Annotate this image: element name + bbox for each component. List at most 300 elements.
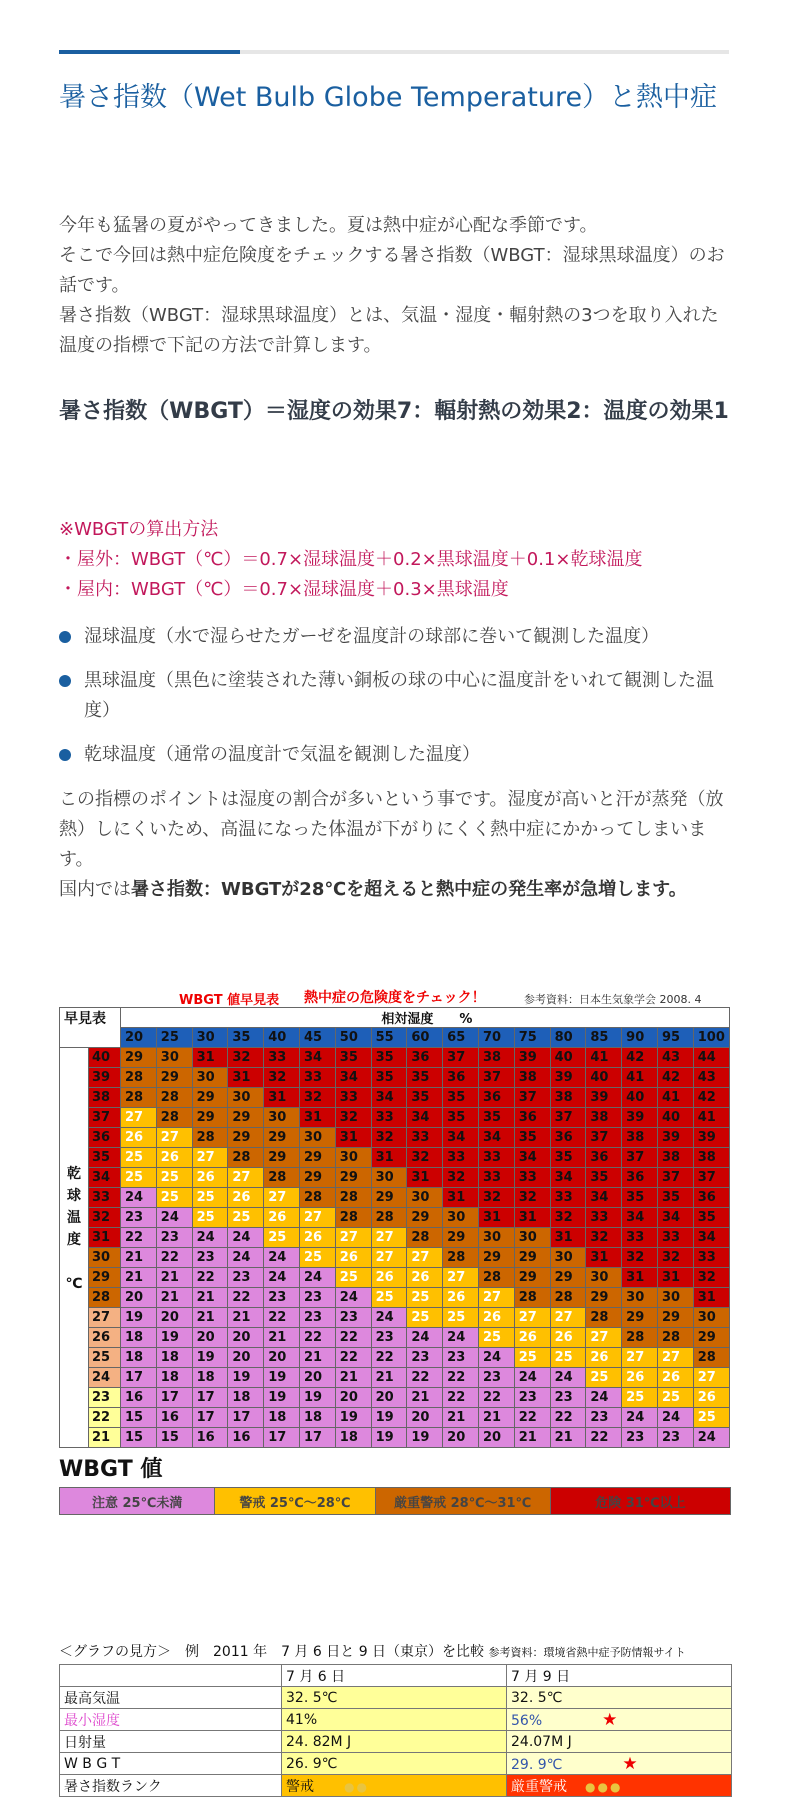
intro-line-1: 今年も猛暑の夏がやってきました。夏は熱中症が心配な季節です。 (59, 215, 598, 236)
wbgt-value-cell: 25 (622, 1388, 658, 1408)
wbgt-value-cell: 28 (335, 1188, 371, 1208)
wbgt-value-cell: 31 (264, 1088, 300, 1108)
wbgt-value-cell: 19 (371, 1408, 407, 1428)
wbgt-value-cell: 35 (657, 1188, 693, 1208)
wbgt-value-cell: 25 (478, 1328, 514, 1348)
wbgt-value-cell: 30 (550, 1248, 586, 1268)
wbgt-value-cell: 24 (407, 1328, 443, 1348)
wbgt-value-cell: 35 (478, 1108, 514, 1128)
wbgt-value-cell: 29 (371, 1188, 407, 1208)
wbgt-value-cell: 31 (192, 1048, 228, 1068)
wbgt-value-cell: 26 (156, 1148, 192, 1168)
wbgt-value-cell: 33 (264, 1048, 300, 1068)
dry-bulb-temp: 40 (89, 1048, 121, 1068)
table-row (60, 1388, 730, 1408)
chart-header (59, 985, 729, 1007)
comparison-value-july9: 厳重警戒 ●●● (507, 1775, 732, 1797)
wbgt-value-cell: 25 (121, 1168, 157, 1188)
wbgt-value-cell: 16 (192, 1428, 228, 1448)
table-row (60, 1148, 730, 1168)
wbgt-value-cell: 24 (264, 1248, 300, 1268)
wbgt-value-cell: 27 (622, 1348, 658, 1368)
humidity-column-header: 35 (228, 1028, 264, 1048)
wbgt-value-cell: 22 (407, 1368, 443, 1388)
wbgt-value-cell: 30 (693, 1308, 729, 1328)
comparison-source: 参考資料：環境省熱中症予防情報サイト (488, 1646, 686, 1659)
wbgt-value-cell: 23 (156, 1228, 192, 1248)
table-row (60, 1048, 730, 1068)
wbgt-value-cell: 39 (622, 1108, 658, 1128)
wbgt-value-cell: 31 (657, 1268, 693, 1288)
wbgt-value-cell: 25 (264, 1228, 300, 1248)
wbgt-value-cell: 31 (586, 1248, 622, 1268)
wbgt-value-cell: 34 (443, 1128, 479, 1148)
wbgt-value-cell: 27 (443, 1268, 479, 1288)
table-row (60, 1088, 730, 1108)
wbgt-value-cell: 39 (550, 1068, 586, 1088)
wbgt-value-cell: 30 (335, 1148, 371, 1168)
wbgt-value-cell: 27 (121, 1108, 157, 1128)
wbgt-value-cell: 40 (657, 1108, 693, 1128)
wbgt-table (59, 1007, 730, 1448)
comparison-row-label: W B G T (60, 1753, 282, 1775)
wbgt-value-cell: 40 (550, 1048, 586, 1068)
wbgt-value-cell: 27 (156, 1128, 192, 1148)
wbgt-value-cell: 32 (586, 1228, 622, 1248)
comparison-title: ＜グラフの見方＞ 例 2011 年 7 月 6 日と 9 日（東京）を比較 (59, 1644, 485, 1660)
wbgt-value-cell: 20 (228, 1328, 264, 1348)
wbgt-value-cell: 24 (693, 1428, 729, 1448)
wbgt-value-cell: 41 (622, 1068, 658, 1088)
wbgt-legend (59, 1487, 731, 1515)
humidity-column-header: 50 (335, 1028, 371, 1048)
wbgt-value-cell: 30 (228, 1088, 264, 1108)
wbgt-value-cell: 43 (693, 1068, 729, 1088)
wbgt-value-cell: 30 (192, 1068, 228, 1088)
wbgt-value-cell: 34 (407, 1108, 443, 1128)
humidity-column-header: 40 (264, 1028, 300, 1048)
humidity-column-header: 80 (550, 1028, 586, 1048)
wbgt-value-cell: 27 (192, 1148, 228, 1168)
domestic-emphasis: 暑さ指数：WBGTが28℃を超えると熱中症の発生率が急増します。 (131, 879, 687, 900)
comparison-value-july6: 32. 5℃ (282, 1687, 507, 1709)
wbgt-value-cell: 25 (443, 1308, 479, 1328)
method-title: ※WBGTの算出方法 (59, 519, 219, 540)
humidity-column-header: 25 (156, 1028, 192, 1048)
table-row (60, 1168, 730, 1188)
comparison-value-july9: 32. 5℃ (507, 1687, 732, 1709)
wbgt-value-cell: 32 (335, 1108, 371, 1128)
wbgt-value-cell: 30 (407, 1188, 443, 1208)
wbgt-value-cell: 17 (228, 1408, 264, 1428)
wbgt-value-cell: 18 (156, 1368, 192, 1388)
wbgt-value-cell: 24 (299, 1268, 335, 1288)
wbgt-value-cell: 33 (657, 1228, 693, 1248)
wbgt-value-cell: 20 (192, 1328, 228, 1348)
wbgt-value-cell: 20 (478, 1428, 514, 1448)
wbgt-value-cell: 34 (622, 1208, 658, 1228)
wbgt-value-cell: 24 (121, 1188, 157, 1208)
dry-bulb-temp: 22 (89, 1408, 121, 1428)
article-title: 暑さ指数（Wet Bulb Globe Temperature）と熱中症 (59, 82, 718, 113)
wbgt-value-cell: 29 (299, 1148, 335, 1168)
wbgt-value-cell: 28 (478, 1268, 514, 1288)
wbgt-value-cell: 29 (228, 1108, 264, 1128)
wbgt-value-cell: 36 (478, 1088, 514, 1108)
wbgt-value-cell: 29 (514, 1268, 550, 1288)
wbgt-value-cell: 19 (299, 1388, 335, 1408)
wbgt-value-cell: 32 (228, 1048, 264, 1068)
wbgt-value-cell: 27 (693, 1368, 729, 1388)
wbgt-value-cell: 19 (192, 1348, 228, 1368)
wbgt-value-cell: 24 (478, 1348, 514, 1368)
wbgt-value-cell: 24 (192, 1228, 228, 1248)
wbgt-value-cell: 29 (622, 1308, 658, 1328)
wbgt-value-cell: 23 (299, 1288, 335, 1308)
wbgt-value-cell: 26 (478, 1308, 514, 1328)
wbgt-value-cell: 21 (156, 1288, 192, 1308)
humidity-column-header: 90 (622, 1028, 658, 1048)
wbgt-value-cell: 21 (156, 1268, 192, 1288)
chart-subtitle: 熱中症の危険度をチェック！ (304, 990, 486, 1006)
wbgt-value-cell: 36 (693, 1188, 729, 1208)
wbgt-value-cell: 25 (192, 1188, 228, 1208)
wbgt-value-cell: 28 (228, 1148, 264, 1168)
wbgt-value-cell: 35 (371, 1068, 407, 1088)
wbgt-value-cell: 28 (156, 1088, 192, 1108)
wbgt-value-cell: 33 (693, 1248, 729, 1268)
wbgt-value-cell: 33 (335, 1088, 371, 1108)
point-paragraph (59, 785, 729, 905)
list-item: 湿球温度（水で湿らせたガーゼを温度計の球部に巻いて観測した温度） (59, 622, 739, 652)
point-text: この指標のポイントは湿度の割合が多いという事です。湿度が高いと汗が蒸発（放熱）しにくいため、高温になった体温が下がりにくく熱中症にかかってしまいます。 (59, 789, 724, 870)
wbgt-value-cell: 28 (514, 1288, 550, 1308)
table-row (60, 1753, 732, 1775)
wbgt-value-cell: 28 (121, 1068, 157, 1088)
list-item: 乾球温度（通常の温度計で気温を観測した温度） (59, 740, 739, 770)
wbgt-value-cell: 35 (443, 1088, 479, 1108)
wbgt-value-cell: 23 (192, 1248, 228, 1268)
dry-bulb-temp: 24 (89, 1368, 121, 1388)
wbgt-value-cell: 32 (371, 1128, 407, 1148)
wbgt-value-cell: 36 (514, 1108, 550, 1128)
wbgt-value-cell: 23 (443, 1348, 479, 1368)
wbgt-value-cell: 33 (443, 1148, 479, 1168)
comparison-row-label: 日射量 (60, 1731, 282, 1753)
wbgt-value-cell: 34 (478, 1128, 514, 1148)
wbgt-value-cell: 25 (407, 1308, 443, 1328)
wbgt-value-cell: 27 (407, 1248, 443, 1268)
wbgt-value-cell: 43 (657, 1048, 693, 1068)
dry-bulb-temp: 37 (89, 1108, 121, 1128)
wbgt-value-cell: 36 (586, 1148, 622, 1168)
wbgt-value-cell: 22 (514, 1408, 550, 1428)
wbgt-value-cell: 25 (156, 1168, 192, 1188)
wbgt-value-cell: 15 (121, 1428, 157, 1448)
intro-line-3: 暑さ指数（WBGT：湿球黒球温度）とは、気温・湿度・輻射熱の3つを取り入れた温度の指標で下記の方法で計算します。 (59, 305, 719, 356)
wbgt-value-cell: 38 (478, 1048, 514, 1068)
wbgt-value-cell: 20 (335, 1388, 371, 1408)
wbgt-value-cell: 36 (443, 1068, 479, 1088)
wbgt-value-cell: 17 (264, 1428, 300, 1448)
wbgt-value-cell: 31 (622, 1268, 658, 1288)
wbgt-value-cell: 31 (299, 1108, 335, 1128)
wbgt-formula: 暑さ指数（WBGT）＝湿度の効果7：輻射熱の効果2：温度の効果1 (59, 399, 729, 424)
wbgt-value-cell: 25 (514, 1348, 550, 1368)
bullet-icon (59, 749, 71, 761)
wbgt-value-cell: 21 (371, 1368, 407, 1388)
wbgt-value-cell: 29 (264, 1148, 300, 1168)
section-divider-accent (59, 50, 240, 54)
humidity-column-header: 60 (407, 1028, 443, 1048)
wbgt-value-cell: 19 (121, 1308, 157, 1328)
wbgt-value-cell: 33 (371, 1108, 407, 1128)
wbgt-value-cell: 22 (192, 1268, 228, 1288)
wbgt-value-cell: 25 (371, 1288, 407, 1308)
wbgt-value-cell: 20 (264, 1348, 300, 1368)
wbgt-value-cell: 34 (657, 1208, 693, 1228)
wbgt-value-cell: 38 (586, 1108, 622, 1128)
humidity-column-header: 30 (192, 1028, 228, 1048)
wbgt-value-cell: 17 (121, 1368, 157, 1388)
wbgt-value-cell: 21 (299, 1348, 335, 1368)
table-row (60, 1288, 730, 1308)
bullet-icon (59, 675, 71, 687)
wbgt-value-cell: 26 (693, 1388, 729, 1408)
chart-source: 参考資料：日本生気象学会 2008. 4 (524, 993, 702, 1006)
wbgt-value-cell: 22 (264, 1308, 300, 1328)
wbgt-value-cell: 22 (156, 1248, 192, 1268)
star-icon: ★ (602, 1709, 618, 1730)
wbgt-value-cell: 19 (228, 1368, 264, 1388)
table-row (60, 1108, 730, 1128)
wbgt-chart (59, 985, 729, 1515)
wbgt-value-cell: 23 (335, 1308, 371, 1328)
wbgt-value-cell: 30 (156, 1048, 192, 1068)
list-item: 黒球温度（黒色に塗装された薄い銅板の球の中心に温度計をいれて観測した温度） (59, 666, 739, 726)
wbgt-value-cell: 26 (550, 1328, 586, 1348)
wbgt-value-cell: 26 (264, 1208, 300, 1228)
wbgt-value-cell: 22 (228, 1288, 264, 1308)
wbgt-value-cell: 31 (371, 1148, 407, 1168)
humidity-column-header: 75 (514, 1028, 550, 1048)
wbgt-value-cell: 23 (622, 1428, 658, 1448)
wbgt-value-cell: 30 (514, 1228, 550, 1248)
wbgt-value-cell: 40 (586, 1068, 622, 1088)
wbgt-value-cell: 28 (693, 1348, 729, 1368)
wbgt-value-cell: 28 (335, 1208, 371, 1228)
wbgt-value-cell: 41 (693, 1108, 729, 1128)
wbgt-value-cell: 38 (693, 1148, 729, 1168)
wbgt-value-cell: 25 (192, 1208, 228, 1228)
table-row (60, 1128, 730, 1148)
wbgt-value-cell: 37 (443, 1048, 479, 1068)
wbgt-value-cell: 26 (121, 1128, 157, 1148)
wbgt-value-cell: 35 (622, 1188, 658, 1208)
table-row (60, 1068, 730, 1088)
wbgt-legend-title: WBGT 値 (59, 1457, 163, 1482)
wbgt-value-cell: 35 (550, 1148, 586, 1168)
wbgt-value-cell: 20 (228, 1348, 264, 1368)
wbgt-value-cell: 19 (371, 1428, 407, 1448)
wbgt-value-cell: 22 (299, 1328, 335, 1348)
dry-bulb-temp: 33 (89, 1188, 121, 1208)
wbgt-value-cell: 37 (657, 1168, 693, 1188)
table-corner-label: 早見表 (60, 1008, 121, 1048)
wbgt-value-cell: 17 (156, 1388, 192, 1408)
wbgt-value-cell: 26 (192, 1168, 228, 1188)
humidity-column-header: 65 (443, 1028, 479, 1048)
wbgt-value-cell: 26 (443, 1288, 479, 1308)
humidity-column-header: 70 (478, 1028, 514, 1048)
wbgt-value-cell: 27 (335, 1228, 371, 1248)
table-row (60, 1208, 730, 1228)
wbgt-value-cell: 24 (657, 1408, 693, 1428)
wbgt-value-cell: 42 (693, 1088, 729, 1108)
wbgt-value-cell: 28 (407, 1228, 443, 1248)
wbgt-value-cell: 32 (264, 1068, 300, 1088)
dry-bulb-temp: 27 (89, 1308, 121, 1328)
wbgt-value-cell: 21 (228, 1308, 264, 1328)
wbgt-value-cell: 28 (586, 1308, 622, 1328)
dry-bulb-temp: 36 (89, 1128, 121, 1148)
wbgt-value-cell: 23 (121, 1208, 157, 1228)
wbgt-value-cell: 22 (335, 1328, 371, 1348)
wbgt-value-cell: 23 (407, 1348, 443, 1368)
wbgt-value-cell: 32 (622, 1248, 658, 1268)
wbgt-value-cell: 33 (586, 1208, 622, 1228)
humidity-column-header: 100 (693, 1028, 729, 1048)
wbgt-value-cell: 37 (514, 1088, 550, 1108)
wbgt-value-cell: 39 (514, 1048, 550, 1068)
wbgt-value-cell: 33 (514, 1168, 550, 1188)
wbgt-value-cell: 32 (478, 1188, 514, 1208)
comparison-header (59, 1640, 731, 1664)
dry-bulb-temp: 32 (89, 1208, 121, 1228)
wbgt-value-cell: 21 (443, 1408, 479, 1428)
wbgt-value-cell: 42 (657, 1068, 693, 1088)
wbgt-value-cell: 27 (371, 1228, 407, 1248)
wbgt-value-cell: 35 (693, 1208, 729, 1228)
wbgt-value-cell: 32 (657, 1248, 693, 1268)
wbgt-value-cell: 23 (550, 1388, 586, 1408)
comparison-value-july6: 41% (282, 1709, 507, 1731)
comparison-corner (60, 1665, 282, 1687)
comparison-value-july9: 24.07M J (507, 1731, 732, 1753)
wbgt-value-cell: 28 (371, 1208, 407, 1228)
wbgt-value-cell: 31 (693, 1288, 729, 1308)
humidity-axis-label: 相対湿度 % (121, 1008, 730, 1028)
wbgt-value-cell: 35 (407, 1068, 443, 1088)
comparison-value-july6: 24. 82M J (282, 1731, 507, 1753)
wbgt-value-cell: 21 (335, 1368, 371, 1388)
wbgt-value-cell: 28 (443, 1248, 479, 1268)
wbgt-value-cell: 24 (622, 1408, 658, 1428)
wbgt-value-cell: 35 (371, 1048, 407, 1068)
wbgt-value-cell: 29 (228, 1128, 264, 1148)
wbgt-value-cell: 31 (514, 1208, 550, 1228)
wbgt-value-cell: 21 (407, 1388, 443, 1408)
table-row (60, 1308, 730, 1328)
wbgt-value-cell: 29 (443, 1228, 479, 1248)
wbgt-value-cell: 24 (335, 1288, 371, 1308)
comparison-date-header: 7 月 6 日 (282, 1665, 507, 1687)
dry-bulb-axis-label: 乾 球 温 度 ℃ (60, 1048, 89, 1448)
wbgt-value-cell: 24 (264, 1268, 300, 1288)
wbgt-value-cell: 16 (228, 1428, 264, 1448)
comparison-row-label: 暑さ指数ランク (60, 1775, 282, 1797)
dry-bulb-temp: 25 (89, 1348, 121, 1368)
wbgt-value-cell: 30 (299, 1128, 335, 1148)
wbgt-value-cell: 23 (478, 1368, 514, 1388)
wbgt-value-cell: 38 (657, 1148, 693, 1168)
wbgt-value-cell: 21 (121, 1268, 157, 1288)
wbgt-value-cell: 21 (264, 1328, 300, 1348)
wbgt-value-cell: 29 (550, 1268, 586, 1288)
table-row (60, 1731, 732, 1753)
wbgt-value-cell: 25 (693, 1408, 729, 1428)
wbgt-value-cell: 17 (299, 1428, 335, 1448)
wbgt-value-cell: 18 (156, 1348, 192, 1368)
wbgt-value-cell: 25 (407, 1288, 443, 1308)
wbgt-value-cell: 26 (586, 1348, 622, 1368)
wbgt-value-cell: 17 (192, 1388, 228, 1408)
wbgt-value-cell: 29 (514, 1248, 550, 1268)
section-divider (59, 50, 729, 54)
wbgt-value-cell: 19 (264, 1388, 300, 1408)
table-row (60, 1268, 730, 1288)
wbgt-value-cell: 24 (371, 1308, 407, 1328)
wbgt-value-cell: 25 (586, 1368, 622, 1388)
wbgt-value-cell: 15 (121, 1408, 157, 1428)
wbgt-value-cell: 25 (299, 1248, 335, 1268)
table-row (60, 1368, 730, 1388)
wbgt-value-cell: 34 (335, 1068, 371, 1088)
wbgt-value-cell: 22 (550, 1408, 586, 1428)
wbgt-value-cell: 32 (514, 1188, 550, 1208)
wbgt-value-cell: 21 (192, 1288, 228, 1308)
rank-circles-icon: ●●● (585, 1779, 623, 1794)
wbgt-value-cell: 21 (514, 1428, 550, 1448)
wbgt-value-cell: 35 (407, 1088, 443, 1108)
wbgt-value-cell: 32 (550, 1208, 586, 1228)
dry-bulb-temp: 34 (89, 1168, 121, 1188)
wbgt-value-cell: 30 (657, 1288, 693, 1308)
wbgt-value-cell: 28 (550, 1288, 586, 1308)
wbgt-value-cell: 20 (299, 1368, 335, 1388)
wbgt-value-cell: 25 (156, 1188, 192, 1208)
wbgt-value-cell: 29 (335, 1168, 371, 1188)
wbgt-value-cell: 42 (622, 1048, 658, 1068)
wbgt-value-cell: 20 (121, 1288, 157, 1308)
wbgt-value-cell: 31 (443, 1188, 479, 1208)
dry-bulb-temp: 23 (89, 1388, 121, 1408)
table-row (60, 1428, 730, 1448)
wbgt-value-cell: 37 (586, 1128, 622, 1148)
wbgt-value-cell: 30 (443, 1208, 479, 1228)
wbgt-value-cell: 25 (657, 1388, 693, 1408)
intro-line-2: そこで今回は熱中症危険度をチェックする暑さ指数（WBGT：湿球黒球温度）のお話です。 (59, 245, 725, 296)
wbgt-value-cell: 18 (192, 1368, 228, 1388)
wbgt-value-cell: 28 (192, 1128, 228, 1148)
wbgt-value-cell: 33 (550, 1188, 586, 1208)
wbgt-value-cell: 17 (192, 1408, 228, 1428)
wbgt-value-cell: 26 (407, 1268, 443, 1288)
temperature-types-list (59, 622, 739, 784)
wbgt-value-cell: 19 (264, 1368, 300, 1388)
wbgt-value-cell: 34 (299, 1048, 335, 1068)
wbgt-value-cell: 16 (156, 1408, 192, 1428)
